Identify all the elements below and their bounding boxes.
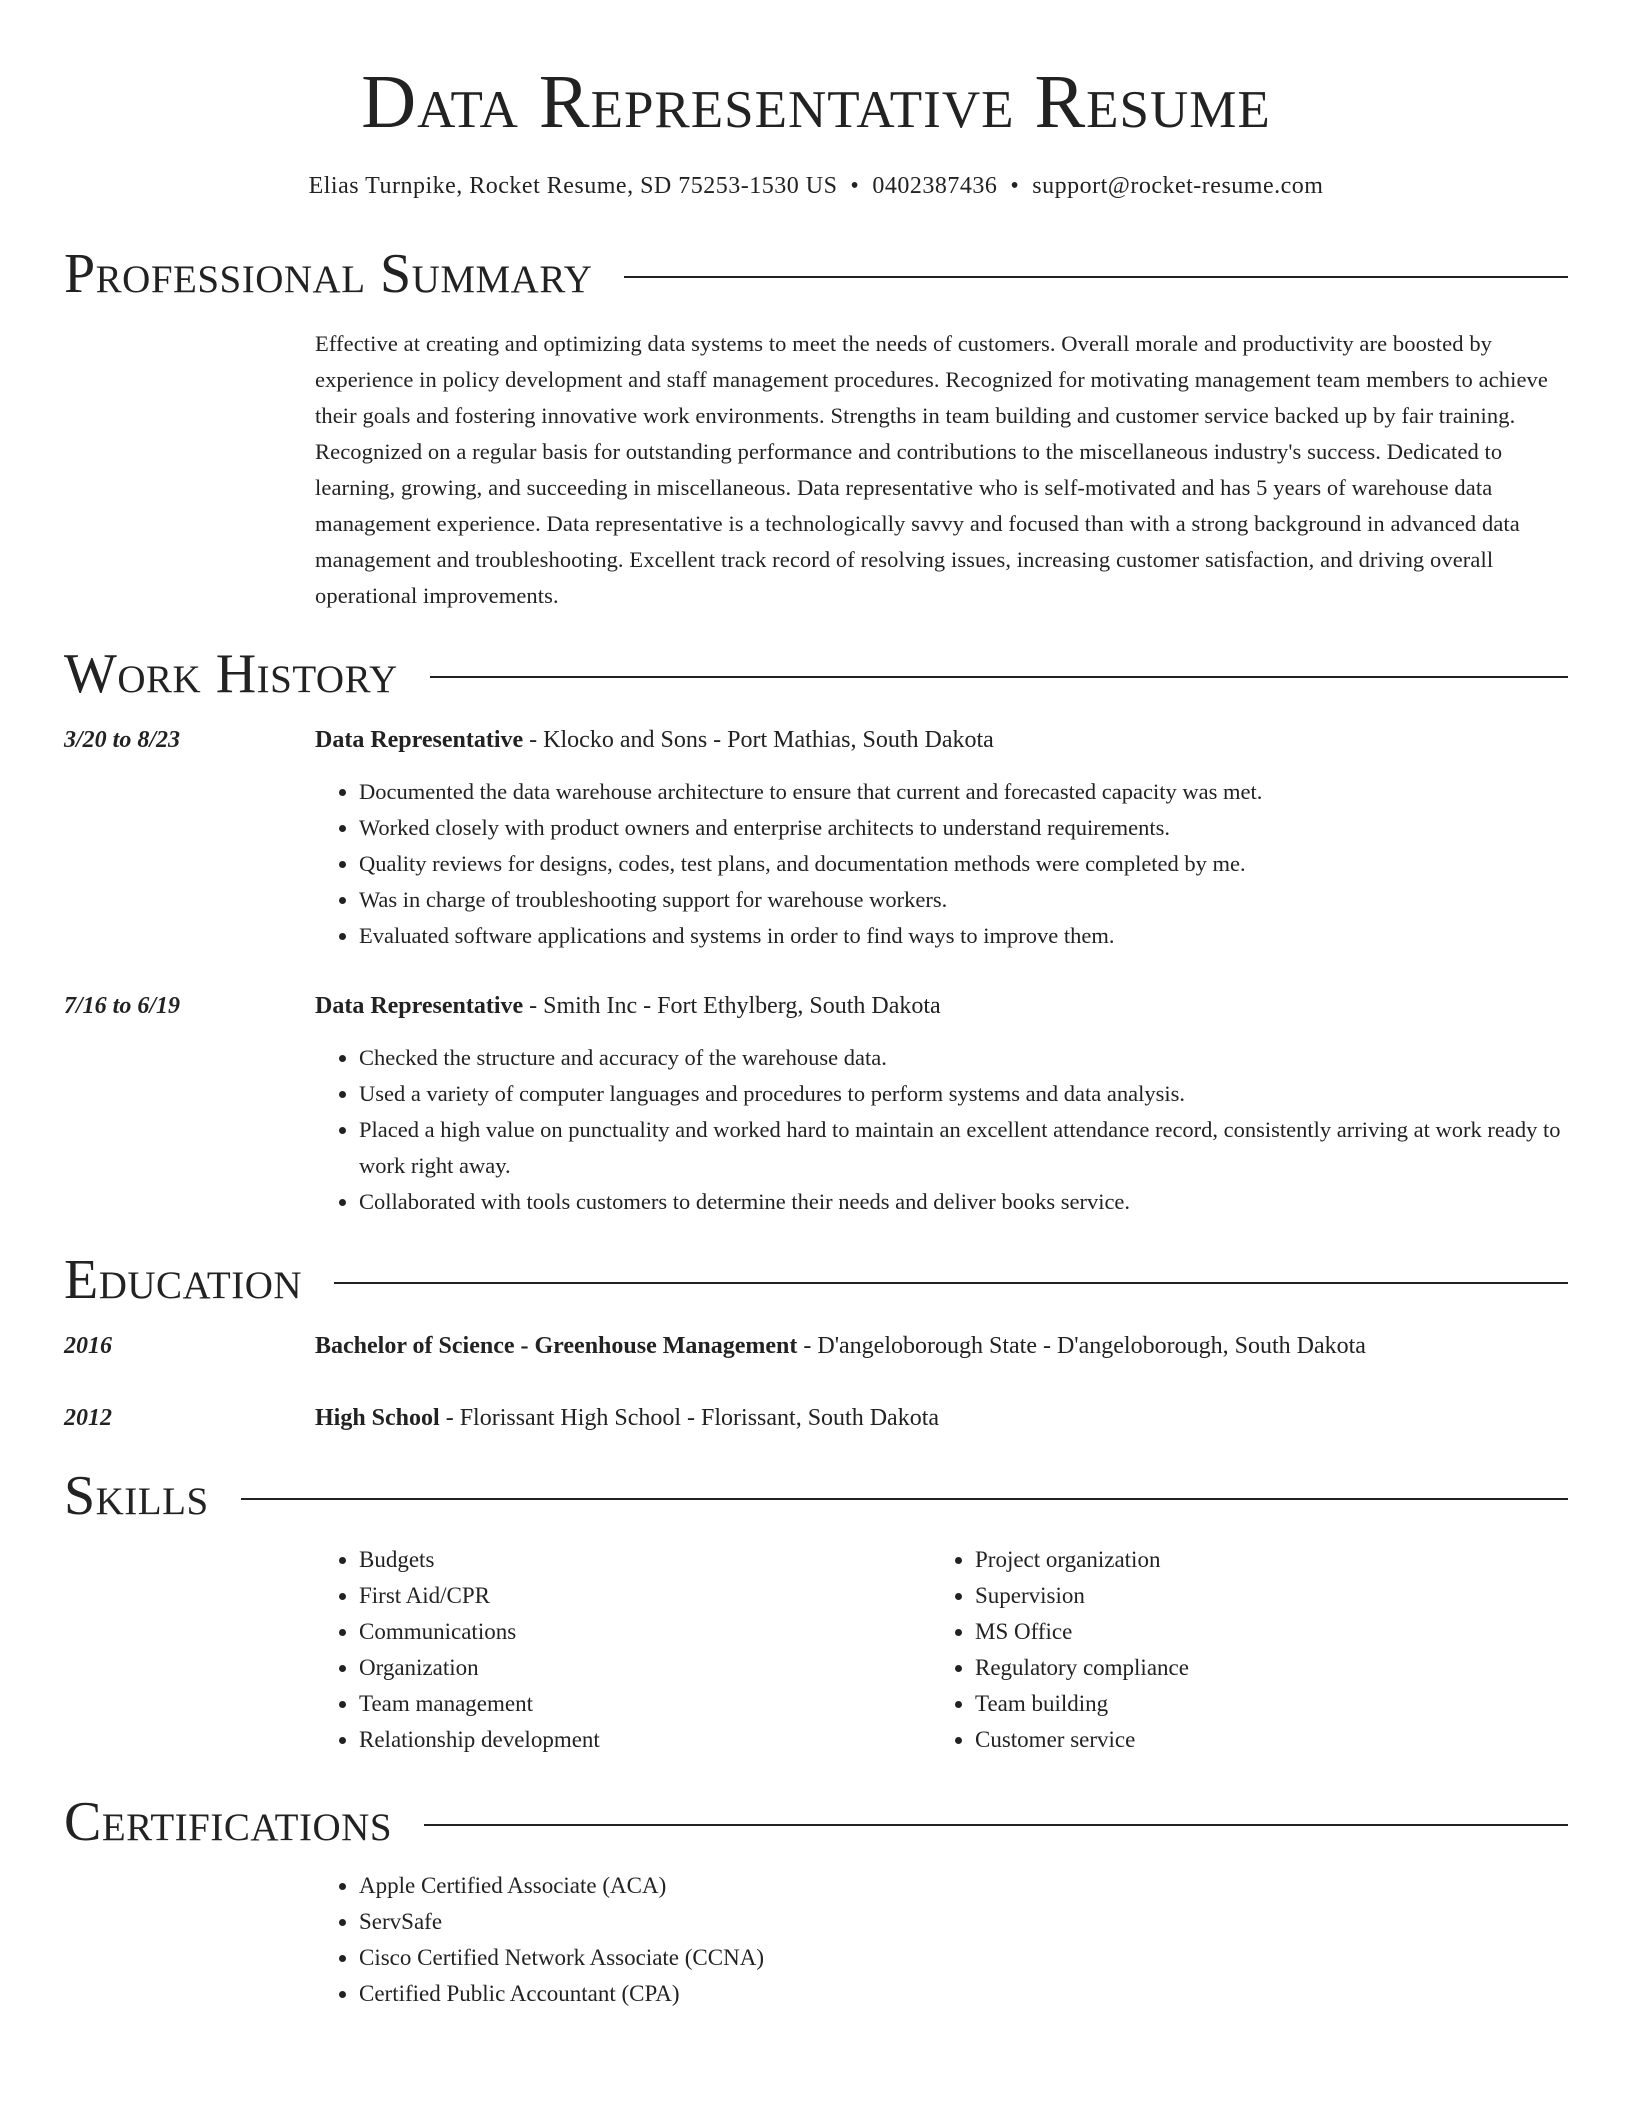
- section-header-education: [64, 1246, 1568, 1314]
- certifications-list: [315, 1868, 1568, 2012]
- resume-title: Data Representative Resume: [361, 60, 1271, 144]
- education-entry: [64, 1328, 1568, 1364]
- job-bullets: [315, 1040, 1568, 1220]
- job-title: Data Representative: [315, 727, 524, 753]
- section-title-education: Education: [64, 1249, 303, 1311]
- job-body: [315, 722, 1568, 954]
- contact-email: support@rocket-resume.com: [1032, 173, 1324, 199]
- education-title-line: [315, 1328, 1568, 1364]
- job-title-line: [315, 988, 1568, 1024]
- section-divider: [430, 676, 1568, 678]
- job-bullet: • Placed a high value on punctuality and worked hard to maintain an excellent attendance record, consistently arriving at work ready to work right away.: [359, 1112, 1568, 1184]
- certification-item: • Cisco Certified Network Associate (CCNA): [359, 1940, 1568, 1976]
- contact-line: [64, 170, 1568, 202]
- job-bullet: • Collaborated with tools customers to determine their needs and deliver books service.: [359, 1184, 1568, 1220]
- skills-grid: [315, 1542, 1568, 1758]
- job-details: - Klocko and Sons - Port Mathias, South Dakota: [523, 727, 994, 753]
- education-body: [315, 1328, 1568, 1364]
- summary-text: Effective at creating and optimizing data systems to meet the needs of customers. Overall morale and productivity are boosted by experience in policy development and staff management procedures. Recognized for motivating management team members to achieve their goals and fostering innovative work environments. Strengths in team building and customer service backed up by fair training. Recognized on a regular basis for outstanding performance and contributions to the miscellaneous industry's success. Dedicated to learning, growing, and succeeding in miscellaneous. Data representative who is self-motivated and has 5 years of warehouse data management experience. Data representative is a technologically savvy and focused than with a strong background in advanced data management and troubleshooting. Excellent track record of resolving issues, increasing customer satisfaction, and driving overall operational improvements.: [315, 331, 1548, 608]
- job-bullet: • Documented the data warehouse architecture to ensure that current and forecasted capacity was met.: [359, 774, 1568, 810]
- section-title-skills: Skills: [64, 1465, 209, 1527]
- section-title-work-history: Work History: [64, 643, 398, 705]
- job-title-line: [315, 722, 1568, 758]
- skills-column-right: [931, 1542, 1547, 1758]
- education-entry: [64, 1400, 1568, 1436]
- job-bullet: • Worked closely with product owners and enterprise architects to understand requirements.: [359, 810, 1568, 846]
- certification-item: • Certified Public Accountant (CPA): [359, 1976, 1568, 2012]
- job-bullet: • Was in charge of troubleshooting support for warehouse workers.: [359, 882, 1568, 918]
- section-divider: [624, 276, 1568, 278]
- contact-separator: •: [1010, 173, 1020, 199]
- skill-item: • Regulatory compliance: [975, 1650, 1547, 1686]
- certifications-items: [315, 1868, 1568, 2012]
- skill-item: • Communications: [359, 1614, 931, 1650]
- skill-item: • Customer service: [975, 1722, 1547, 1758]
- section-header-summary: [64, 240, 1568, 308]
- section-header-certifications: [64, 1788, 1568, 1856]
- skill-item: • Organization: [359, 1650, 931, 1686]
- skills-column-left: [315, 1542, 931, 1758]
- job-body: [315, 988, 1568, 1220]
- job-details: - Smith Inc - Fort Ethylberg, South Dakota: [523, 993, 941, 1019]
- skill-item: • Team building: [975, 1686, 1547, 1722]
- skill-item: • Budgets: [359, 1542, 931, 1578]
- job-date: 7/16 to 6/19: [64, 993, 181, 1019]
- skill-item: • Project organization: [975, 1542, 1547, 1578]
- education-title-line: [315, 1400, 1568, 1436]
- job-entry: [64, 722, 1568, 954]
- education-degree: Bachelor of Science - Greenhouse Management: [315, 1333, 798, 1359]
- section-title-certifications: Certifications: [64, 1791, 393, 1853]
- education-body: [315, 1400, 1568, 1436]
- section-title-summary: Professional Summary: [64, 243, 593, 305]
- skill-item: • First Aid/CPR: [359, 1578, 931, 1614]
- section-divider: [334, 1282, 1568, 1284]
- section-divider: [241, 1498, 1568, 1500]
- education-date: 2012: [64, 1405, 112, 1431]
- section-header-skills: [64, 1462, 1568, 1530]
- education-details: - Florissant High School - Florissant, South Dakota: [439, 1405, 940, 1431]
- job-bullets: [315, 774, 1568, 954]
- section-header-work-history: [64, 640, 1568, 708]
- education-date: 2016: [64, 1333, 112, 1359]
- job-entry: [64, 988, 1568, 1220]
- job-bullet: • Used a variety of computer languages and procedures to perform systems and data analysis.: [359, 1076, 1568, 1112]
- skill-item: • Team management: [359, 1686, 931, 1722]
- job-date: 3/20 to 8/23: [64, 727, 181, 753]
- job-bullet: • Evaluated software applications and systems in order to find ways to improve them.: [359, 918, 1568, 954]
- job-title: Data Representative: [315, 993, 524, 1019]
- job-bullet: • Checked the structure and accuracy of the warehouse data.: [359, 1040, 1568, 1076]
- contact-phone: 0402387436: [872, 173, 998, 199]
- section-divider: [424, 1824, 1568, 1826]
- skill-item: • Relationship development: [359, 1722, 931, 1758]
- job-bullet: • Quality reviews for designs, codes, test plans, and documentation methods were completed by me.: [359, 846, 1568, 882]
- certification-item: • ServSafe: [359, 1904, 1568, 1940]
- education-degree: High School: [315, 1405, 440, 1431]
- education-details: - D'angeloborough State - D'angeloborough, South Dakota: [797, 1333, 1366, 1359]
- contact-address: Elias Turnpike, Rocket Resume, SD 75253-1530 US: [308, 173, 838, 199]
- certification-item: • Apple Certified Associate (ACA): [359, 1868, 1568, 1904]
- contact-separator: •: [850, 173, 860, 199]
- skill-item: • MS Office: [975, 1614, 1547, 1650]
- skill-item: • Supervision: [975, 1578, 1547, 1614]
